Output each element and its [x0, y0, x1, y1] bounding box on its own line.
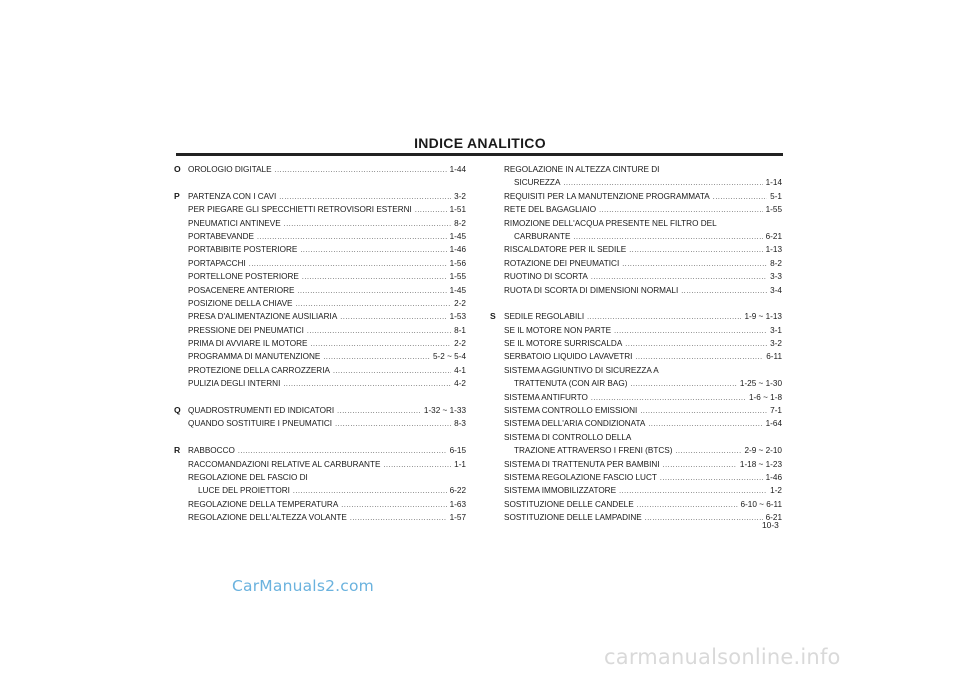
- dot-leader: [637, 499, 738, 512]
- entry-page-ref: 1-2: [770, 486, 782, 496]
- entry-page-ref: 3-3: [770, 272, 782, 282]
- entry-page-ref: 1-45: [449, 231, 466, 241]
- index-entry: [490, 498, 782, 511]
- index-entry: [490, 284, 782, 297]
- dot-leader: [297, 285, 446, 298]
- entry-label: PORTABIBITE POSTERIORE: [188, 245, 298, 255]
- index-entry: [174, 377, 466, 390]
- dot-leader: [333, 365, 451, 378]
- index-entry: [174, 498, 466, 511]
- entry-label: PORTAPACCHI: [188, 258, 246, 268]
- dot-leader: [383, 459, 451, 472]
- entry-label: SICUREZZA: [514, 178, 561, 188]
- index-entry: [174, 364, 466, 377]
- entry-label: PER PIEGARE GLI SPECCHIETTI RETROVISORI ESTERNI: [188, 205, 412, 215]
- site-footer-url[interactable]: carmanualsonline.info: [604, 645, 841, 669]
- dot-leader: [275, 164, 447, 177]
- dot-leader: [675, 445, 741, 458]
- index-entry: [174, 444, 466, 457]
- dot-leader: [296, 298, 452, 311]
- dot-leader: [640, 405, 767, 418]
- entry-page-ref: 1-57: [449, 513, 466, 523]
- entry-label: SOSTITUZIONE DELLE LAMPADINE: [504, 513, 642, 523]
- entry-page-ref: 1-55: [449, 272, 466, 282]
- dot-leader: [302, 271, 447, 284]
- index-entry: [174, 243, 466, 256]
- entry-page-ref: 2-2: [454, 339, 466, 349]
- entry-label: PRESSIONE DEI PNEUMATICI: [188, 325, 304, 335]
- index-column-right: [490, 163, 782, 525]
- index-entry: [174, 270, 466, 283]
- index-entry: [174, 404, 466, 417]
- entry-label: REGOLAZIONE DELLA TEMPERATURA: [188, 499, 339, 509]
- entry-page-ref: 1-45: [449, 285, 466, 295]
- entry-page-ref: 6-10 ~ 6-11: [740, 499, 782, 509]
- entry-label: QUADROSTRUMENTI ED INDICATORI: [188, 406, 335, 416]
- entry-page-ref: 1-9 ~ 1-13: [744, 312, 782, 322]
- dot-leader: [300, 244, 446, 257]
- entry-label: PRIMA DI AVVIARE IL MOTORE: [188, 339, 308, 349]
- entry-page-ref: 2-9 ~ 2-10: [744, 446, 782, 456]
- dot-leader: [619, 485, 767, 498]
- section-letter: S: [490, 311, 496, 322]
- index-entry: [490, 444, 782, 457]
- entry-page-ref: 1-25 ~ 1-30: [739, 379, 782, 389]
- dot-leader: [283, 378, 451, 391]
- entry-page-ref: 3-1: [770, 325, 782, 335]
- dot-leader: [573, 231, 762, 244]
- index-entry: [174, 203, 466, 216]
- entry-page-ref: 6-11: [766, 352, 782, 362]
- entry-page-ref: 1-44: [449, 165, 466, 174]
- entry-page-ref: 6-21: [765, 513, 782, 523]
- entry-page-ref: 1-51: [449, 205, 466, 215]
- entry-page-ref: 6-21: [765, 231, 782, 241]
- index-entry: [490, 391, 782, 404]
- index-entry: [490, 230, 782, 243]
- index-entry: [490, 350, 782, 363]
- entry-page-ref: 1-46: [449, 245, 466, 255]
- entry-label: OROLOGIO DIGITALE: [188, 165, 272, 174]
- entry-page-ref: 1-6 ~ 1-8: [749, 392, 782, 402]
- dot-leader: [591, 392, 746, 405]
- entry-label: SOSTITUZIONE DELLE CANDELE: [504, 499, 634, 509]
- index-entry: [174, 471, 466, 484]
- dot-leader: [660, 472, 763, 485]
- dot-leader: [341, 499, 446, 512]
- dot-leader: [257, 231, 447, 244]
- entry-page-ref: 8-2: [770, 258, 782, 268]
- entry-label: RABBOCCO: [188, 446, 235, 456]
- index-entry: [490, 176, 782, 189]
- index-entry: [174, 297, 466, 310]
- index-entry: [490, 190, 782, 203]
- entry-label: RUOTA DI SCORTA DI DIMENSIONI NORMALI: [504, 285, 679, 295]
- section-letter: P: [174, 190, 180, 201]
- entry-label: SE IL MOTORE NON PARTE: [504, 325, 612, 335]
- entry-page-ref: 1-55: [765, 205, 782, 215]
- entry-label: SISTEMA REGOLAZIONE FASCIO LUCT: [504, 472, 657, 482]
- entry-page-ref: 4-1: [454, 365, 466, 375]
- entry-label: PNEUMATICI ANTINEVE: [188, 218, 281, 228]
- entry-label: SERBATOIO LIQUIDO LAVAVETRI: [504, 352, 633, 362]
- dot-leader: [599, 204, 763, 217]
- index-entry: [174, 324, 466, 337]
- dot-leader: [238, 445, 447, 458]
- entry-page-ref: 3-2: [454, 191, 466, 201]
- entry-label: SISTEMA DELL'ARIA CONDIZIONATA: [504, 419, 646, 429]
- index-entry: [174, 417, 466, 430]
- entry-label: RISCALDATORE PER IL SEDILE: [504, 245, 627, 255]
- index-entry: [490, 257, 782, 270]
- entry-label: TRAZIONE ATTRAVERSO I FRENI (BTCS): [514, 446, 673, 456]
- entry-label: SISTEMA IMMOBILIZZATORE: [504, 486, 617, 496]
- dot-leader: [648, 418, 762, 431]
- entry-page-ref: 1-64: [765, 419, 782, 429]
- entry-label: PORTABEVANDE: [188, 231, 254, 241]
- entry-page-ref: 1-46: [765, 472, 782, 482]
- index-entry: [490, 377, 782, 390]
- entry-label: PRESA D'ALIMENTAZIONE AUSILIARIA: [188, 312, 338, 322]
- index-entry: [174, 163, 466, 176]
- entry-label: RIMOZIONE DELL'ACQUA PRESENTE NEL FILTRO DEL: [504, 218, 717, 228]
- index-entry: [490, 511, 782, 524]
- index-entry: [490, 431, 782, 444]
- index-entry: [174, 484, 466, 497]
- index-entry: [174, 284, 466, 297]
- entry-label: PULIZIA DEGLI INTERNI: [188, 379, 281, 389]
- page-title: INDICE ANALITICO: [414, 135, 546, 151]
- dot-leader: [311, 338, 452, 351]
- entry-label: TRATTENUTA (CON AIR BAG): [514, 379, 628, 389]
- entry-label: SISTEMA DI CONTROLLO DELLA: [504, 432, 632, 442]
- dot-leader: [645, 512, 763, 525]
- dot-leader: [350, 512, 447, 525]
- index-entry: [490, 471, 782, 484]
- index-entry: [174, 337, 466, 350]
- entry-page-ref: 8-3: [454, 419, 466, 429]
- entry-label: SISTEMA ANTIFURTO: [504, 392, 588, 402]
- entry-label: PROTEZIONE DELLA CARROZZERIA: [188, 365, 330, 375]
- index-entry: [490, 243, 782, 256]
- entry-label: SISTEMA DI TRATTENUTA PER BAMBINI: [504, 459, 660, 469]
- dot-leader: [293, 485, 447, 498]
- dot-leader: [340, 311, 446, 324]
- dot-leader: [663, 459, 737, 472]
- entry-label: ROTAZIONE DEI PNEUMATICI: [504, 258, 620, 268]
- watermark-carmanuals2[interactable]: CarManuals2.com: [232, 577, 374, 595]
- dot-leader: [635, 351, 763, 364]
- index-entry: [490, 217, 782, 230]
- entry-label: REGOLAZIONE DEL FASCIO DI: [188, 472, 308, 482]
- section-letter: R: [174, 445, 181, 456]
- page-number: 10-3: [762, 520, 779, 530]
- entry-label: PROGRAMMA DI MANUTENZIONE: [188, 352, 321, 362]
- title-rule: [176, 153, 783, 156]
- index-entry: [490, 458, 782, 471]
- entry-page-ref: 5-1: [770, 191, 782, 201]
- entry-label: RUOTINO DI SCORTA: [504, 272, 588, 282]
- entry-page-ref: 1-63: [449, 499, 466, 509]
- entry-page-ref: 2-2: [454, 298, 466, 308]
- entry-label: SEDILE REGOLABILI: [504, 312, 585, 322]
- dot-leader: [622, 258, 767, 271]
- entry-page-ref: 1-13: [765, 245, 782, 255]
- index-entry: [490, 163, 782, 176]
- index-entry: [490, 484, 782, 497]
- entry-page-ref: 3-2: [770, 339, 782, 349]
- dot-leader: [323, 351, 430, 364]
- entry-page-ref: 1-1: [454, 459, 466, 469]
- index-entry: [490, 337, 782, 350]
- index-entry: [174, 350, 466, 363]
- entry-label: SISTEMA AGGIUNTIVO DI SICUREZZA A: [504, 365, 659, 375]
- entry-label: SE IL MOTORE SURRISCALDA: [504, 339, 623, 349]
- dot-leader: [629, 244, 762, 257]
- index-entry: [490, 324, 782, 337]
- dot-leader: [284, 218, 452, 231]
- dot-leader: [249, 258, 447, 271]
- entry-label: POSIZIONE DELLA CHIAVE: [188, 298, 293, 308]
- index-entry: [490, 310, 782, 323]
- entry-label: REQUISITI PER LA MANUTENZIONE PROGRAMMATA: [504, 191, 710, 201]
- dot-leader: [591, 271, 767, 284]
- dot-leader: [335, 418, 451, 431]
- entry-page-ref: 6-22: [449, 486, 466, 496]
- index-entry: [490, 417, 782, 430]
- index-entry: [490, 203, 782, 216]
- entry-page-ref: 3-4: [770, 285, 782, 295]
- index-entry: [174, 230, 466, 243]
- entry-page-ref: 6-15: [449, 446, 466, 456]
- dot-leader: [563, 177, 762, 190]
- entry-label: REGOLAZIONE IN ALTEZZA CINTURE DI: [504, 165, 660, 174]
- index-entry: [174, 257, 466, 270]
- index-entry: [490, 364, 782, 377]
- dot-leader: [614, 325, 767, 338]
- entry-page-ref: 7-1: [770, 406, 782, 416]
- index-entry: [490, 404, 782, 417]
- index-entry: [174, 310, 466, 323]
- entry-page-ref: 8-2: [454, 218, 466, 228]
- index-entry: [174, 458, 466, 471]
- entry-page-ref: 1-32 ~ 1-33: [423, 406, 466, 416]
- entry-page-ref: 1-56: [449, 258, 466, 268]
- entry-label: SISTEMA CONTROLLO EMISSIONI: [504, 406, 638, 416]
- index-entry: [174, 190, 466, 203]
- dot-leader: [625, 338, 767, 351]
- entry-label: CARBURANTE: [514, 231, 571, 241]
- entry-label: PARTENZA CON I CAVI: [188, 191, 277, 201]
- entry-label: POSACENERE ANTERIORE: [188, 285, 295, 295]
- dot-leader: [587, 311, 741, 324]
- dot-leader: [713, 191, 767, 204]
- entry-page-ref: 1-14: [765, 178, 782, 188]
- section-letter: O: [174, 164, 181, 174]
- dot-leader: [307, 325, 451, 338]
- entry-label: LUCE DEL PROIETTORI: [198, 486, 290, 496]
- entry-label: REGOLAZIONE DELL'ALTEZZA VOLANTE: [188, 513, 347, 523]
- index-entry: [174, 217, 466, 230]
- index-entry: [490, 270, 782, 283]
- entry-label: PORTELLONE POSTERIORE: [188, 272, 299, 282]
- index-column-left: [174, 163, 466, 525]
- entry-page-ref: 8-1: [454, 325, 466, 335]
- dot-leader: [279, 191, 451, 204]
- entry-page-ref: 1-18 ~ 1-23: [739, 459, 782, 469]
- index-entry: [174, 511, 466, 524]
- dot-leader: [630, 378, 736, 391]
- dot-leader: [415, 204, 447, 217]
- entry-page-ref: 4-2: [454, 379, 466, 389]
- entry-label: RACCOMANDAZIONI RELATIVE AL CARBURANTE: [188, 459, 381, 469]
- dot-leader: [337, 405, 421, 418]
- section-letter: Q: [174, 405, 181, 416]
- dot-leader: [681, 285, 767, 298]
- entry-page-ref: 1-53: [449, 312, 466, 322]
- entry-page-ref: 5-2 ~ 5-4: [433, 352, 466, 362]
- entry-label: RETE DEL BAGAGLIAIO: [504, 205, 597, 215]
- entry-label: QUANDO SOSTITUIRE I PNEUMATICI: [188, 419, 333, 429]
